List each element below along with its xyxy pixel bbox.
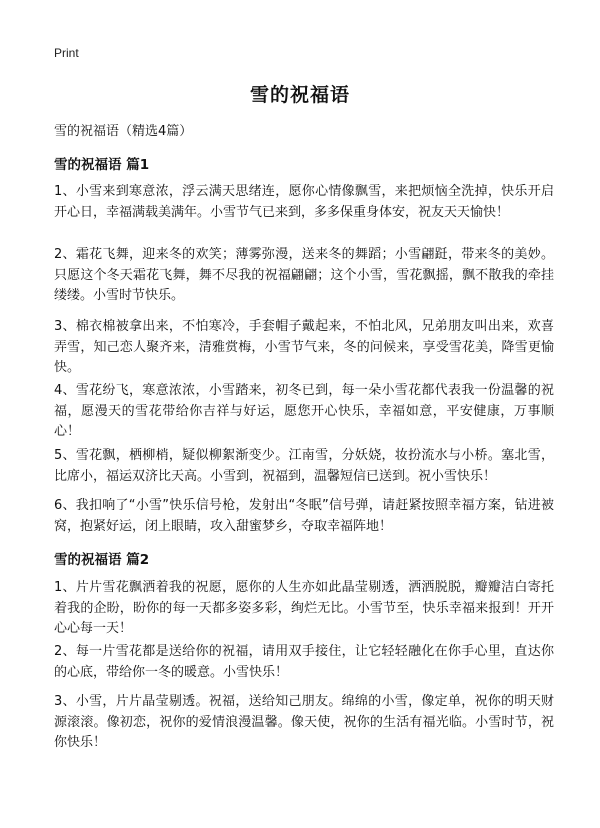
section-heading: 雪的祝福语 篇1 <box>54 157 150 173</box>
paragraph: 3、小雪，片片晶莹剔透。祝福，送给知己朋友。绵绵的小雪，像定单，祝你的明天财源滚滚。像初恋，祝你的爱情浪漫温馨。像天使，祝你的生活有福光临。小雪时节，祝你快乐！ <box>54 694 554 750</box>
paragraph: 2、霜花飞舞，迎来冬的欢笑；薄雾弥漫，送来冬的舞蹈；小雪翩跹，带来冬的美妙。只愿这个冬天霜花飞舞，舞不尽我的祝福翩翩；这个小雪，雪花飘摇，飘不散我的牵挂缕缕。小雪时节快乐。 <box>54 247 554 303</box>
paragraph: 4、雪花纷飞，寒意浓浓，小雪踏来，初冬已到，每一朵小雪花都代表我一份温馨的祝福，愿漫天的雪花带给你吉祥与好运，愿您开心快乐，幸福如意，平安健康，万事顺心！ <box>54 383 554 439</box>
print-link[interactable]: Print <box>54 46 79 60</box>
page-title: 雪的祝福语 <box>249 84 350 106</box>
paragraph: 2、每一片雪花都是送给你的祝福，请用双手接住，让它轻轻融化在你手心里，直达你的心底，带给你一冬的暖意。小雪快乐！ <box>54 644 554 680</box>
document-subtitle: 雪的祝福语（精选4篇） <box>54 124 193 139</box>
paragraph: 1、片片雪花飘洒着我的祝愿，愿你的人生亦如此晶莹剔透，洒洒脱脱，瓣瓣洁白寄托着我的企盼，盼你的每一天都多姿多彩，绚烂无比。小雪节至，快乐幸福来报到！开开心心每一天！ <box>54 580 554 636</box>
paragraph: 1、小雪来到寒意浓，浮云满天思绪连，愿你心情像飘雪，来把烦恼全洗掉，快乐开启开心日，幸福满载美满年。小雪节气已来到，多多保重身体安，祝友天天愉快！ <box>54 184 554 220</box>
section-heading: 雪的祝福语 篇2 <box>54 552 150 568</box>
paragraph: 5、雪花飘，栖柳梢，疑似柳絮渐变少。江南雪，分妖娆，妆扮流水与小桥。塞北雪，比席小，福运双济比天高。小雪到，祝福到，温馨短信已送到。祝小雪快乐！ <box>54 448 554 484</box>
paragraph: 3、棉衣棉被拿出来，不怕寒冷，手套帽子戴起来，不怕北风，兄弟朋友叫出来，欢喜弄雪，知己恋人聚齐来，清雅赏梅，小雪节气来，冬的问候来，享受雪花美，降雪更愉快。 <box>54 319 554 375</box>
paragraph: 6、我扣响了“小雪”快乐信号枪，发射出“冬眠”信号弹，请赶紧按照幸福方案，钻进被窝，抱紧好运，闭上眼睛，攻入甜蜜梦乡，夺取幸福阵地！ <box>54 498 554 534</box>
